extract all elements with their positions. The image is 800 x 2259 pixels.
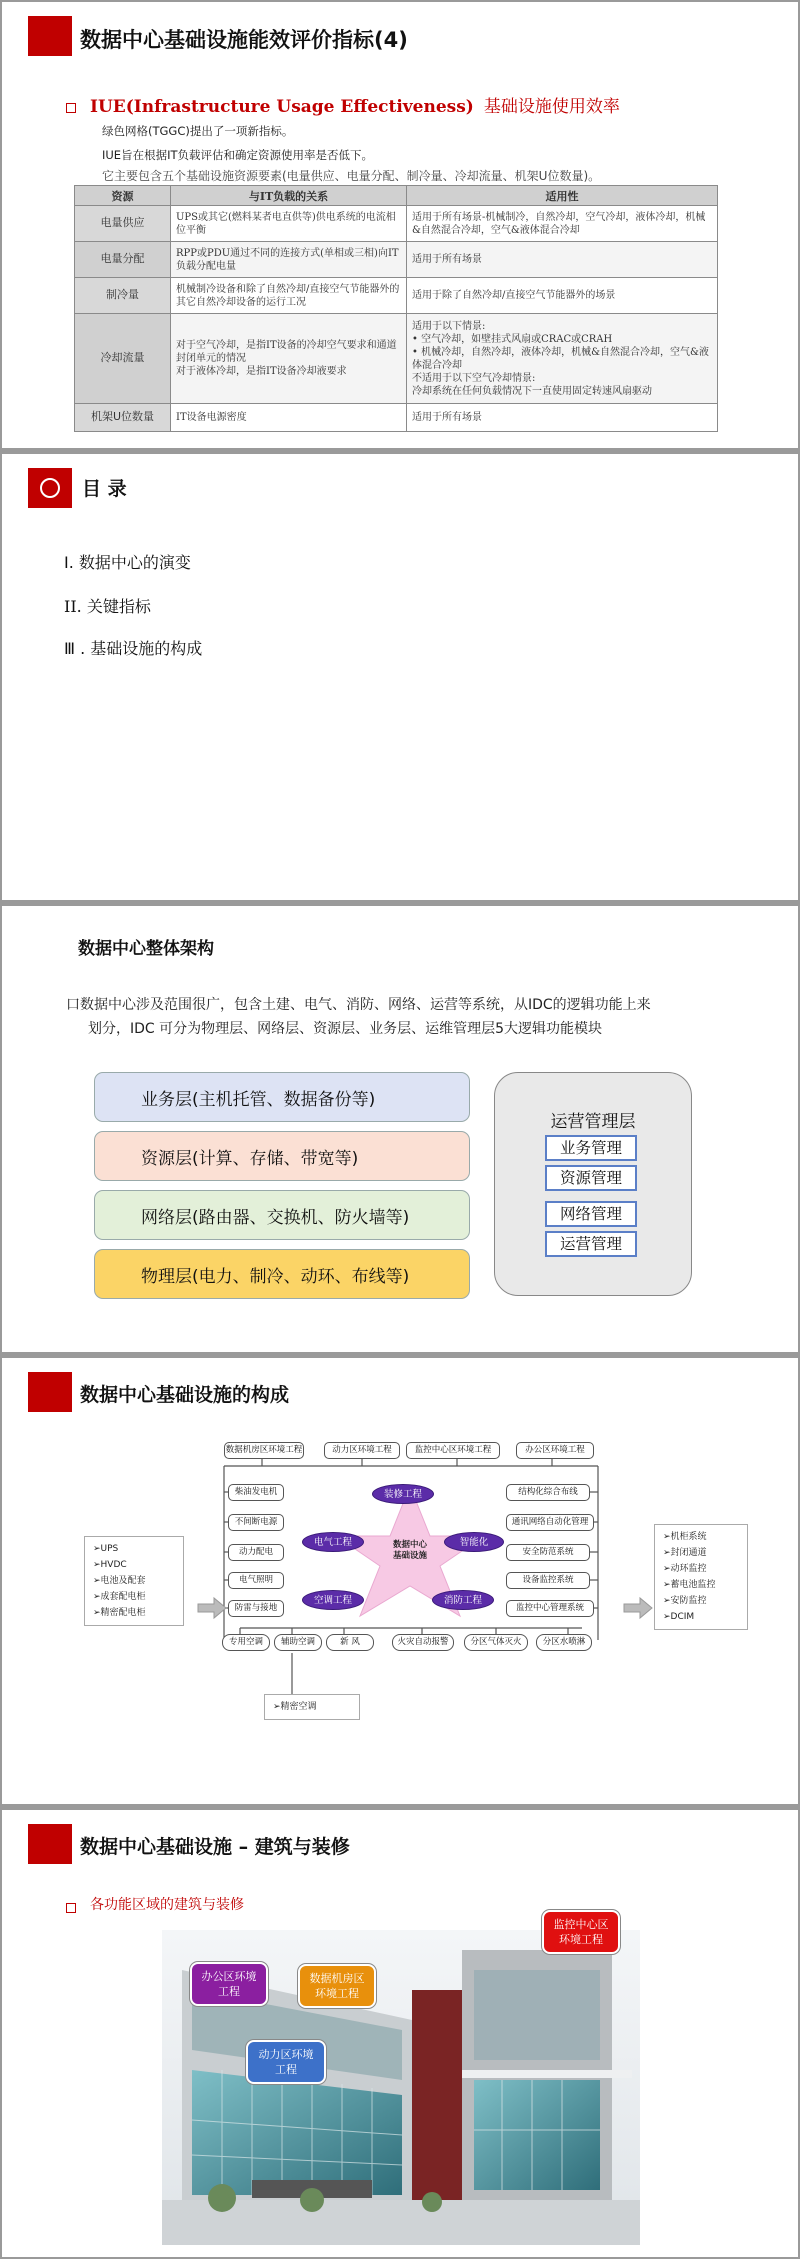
table-cell: 适用于以下情景: • 空气冷却，如壁挂式风扇或CRAC或CRAH • 机械冷却，自然冷却，液体冷却，机械&自然混合冷却，空气&液体混合冷却 不适用于以下空气冷却情景: 冷却系统在任何负载情况下一直使用固定转速风扇驱动	[407, 314, 718, 404]
description-line-2: 划分，IDC 可分为物理层、网络层、资源层、业务层、运维管理层5大逻辑功能模块	[88, 1021, 603, 1037]
ops-item: 网络管理	[545, 1201, 637, 1227]
ops-title: 运营管理层	[550, 1112, 636, 1132]
slide-title: 数据中心基础设施 – 建筑与装修	[80, 1836, 350, 1858]
table-row	[75, 278, 718, 314]
description-line-1: 口数据中心涉及范围很广，包含土建、电气、消防、网络、运营等系统，从IDC的逻辑功能上来	[66, 997, 651, 1013]
bullet-square-icon	[66, 97, 86, 116]
slide-title: 数据中心基础设施的构成	[80, 1384, 290, 1406]
list-item: ➢精密空调	[273, 1702, 317, 1712]
table-cell: UPS或其它(燃料某者电直供等)供电系统的电流相位平衡	[171, 206, 407, 242]
intro-line-1: 绿色网格(TGGC)提出了一项新指标。	[102, 124, 294, 138]
table-cell: 机械制冷设备和除了自然冷却/直接空气节能器外的其它自然冷却设备的运行工况	[171, 278, 407, 314]
box-bottom: 火灾自动报警	[392, 1634, 454, 1651]
table-row	[75, 206, 718, 242]
callout-power-room: 动力区环境 工程	[246, 2040, 326, 2084]
box-right: 通讯网络自动化管理	[506, 1514, 594, 1531]
box-left: 动力配电	[228, 1544, 284, 1561]
list-item: ➢HVDC	[93, 1560, 127, 1570]
toc-item: Ⅲ . 基础设施的构成	[64, 639, 203, 658]
slide-title: 目 录	[82, 478, 127, 500]
table-cell: 适用于除了自然冷却/直接空气节能器外的场景	[407, 278, 718, 314]
iue-table	[74, 185, 718, 432]
table-cell: 制冷量	[75, 278, 171, 314]
list-item: ➢成套配电柜	[93, 1592, 146, 1602]
list-item: ➢DCIM	[663, 1612, 695, 1622]
table-header: 与IT负载的关系	[171, 186, 407, 206]
box-top: 办公区环境工程	[516, 1442, 594, 1459]
slide-infrastructure	[2, 1358, 798, 1804]
intro-line-2: IUE旨在根据IT负载评估和确定资源使用率是否低下。	[102, 148, 373, 162]
table-cell: 冷却流量	[75, 314, 171, 404]
oval-fire: 消防工程	[432, 1590, 494, 1610]
list-item: ➢安防监控	[663, 1596, 707, 1606]
callout-monitoring: 监控中心区 环境工程	[542, 1910, 620, 1954]
box-left: 不间断电源	[228, 1514, 284, 1531]
slide-architecture	[2, 906, 798, 1352]
bottom-product-note	[264, 1694, 360, 1720]
box-right: 监控中心管理系统	[506, 1600, 594, 1617]
slide-building	[2, 1810, 798, 2257]
ops-item: 业务管理	[545, 1135, 637, 1161]
box-right: 安全防范系统	[506, 1544, 590, 1561]
slide-title: 数据中心整体架构	[78, 939, 214, 959]
oval-intelligent: 智能化	[444, 1532, 504, 1552]
ops-management-panel	[494, 1072, 692, 1296]
iue-heading-en: IUE(Infrastructure Usage Effectiveness)	[90, 97, 474, 117]
layer-physical: 物理层(电力、制冷、动环、布线等)	[94, 1249, 470, 1299]
layer-resource: 资源层(计算、存储、带宽等)	[94, 1131, 470, 1181]
table-row	[75, 404, 718, 432]
toc-item: I. 数据中心的演变	[64, 553, 191, 572]
list-item: ➢动环监控	[663, 1564, 707, 1574]
table-cell: RPP或PDU通过不同的连接方式(单相或三相)向IT负载分配电量	[171, 242, 407, 278]
left-product-list	[84, 1536, 184, 1626]
subtitle: 各功能区域的建筑与装修	[90, 1897, 244, 1913]
table-header-row	[75, 186, 718, 206]
box-bottom: 专用空调	[222, 1634, 270, 1651]
box-top: 数据机房区环境工程	[224, 1442, 304, 1459]
list-item: ➢机柜系统	[663, 1532, 707, 1542]
table-cell: IT设备电源密度	[171, 404, 407, 432]
center-label: 数据中心 基础设施	[392, 1540, 427, 1561]
table-row	[75, 242, 718, 278]
box-top: 监控中心区环境工程	[406, 1442, 500, 1459]
box-right: 结构化综合布线	[506, 1484, 590, 1501]
ops-item: 运营管理	[545, 1231, 637, 1257]
oval-decoration: 装修工程	[372, 1484, 434, 1504]
toc-item: II. 关键指标	[64, 597, 151, 616]
right-product-list	[654, 1524, 748, 1630]
table-row	[75, 314, 718, 404]
list-item: ➢封闭通道	[663, 1548, 707, 1558]
box-bottom: 新 风	[326, 1634, 374, 1651]
table-cell: 适用于所有场景-机械制冷，自然冷却，空气冷却，液体冷却，机械&自然混合冷却，空气&液体混合冷却	[407, 206, 718, 242]
box-bottom: 分区气体灭火	[464, 1634, 528, 1651]
slide-iue	[2, 2, 798, 448]
table-cell: 适用于所有场景	[407, 242, 718, 278]
box-left: 柴油发电机	[228, 1484, 284, 1501]
table-cell: 对于空气冷却，是指IT设备的冷却空气要求和通道封闭单元的情况 对于液体冷却，是指IT设备冷却液要求	[171, 314, 407, 404]
title-marker	[28, 1824, 72, 1864]
layer-network: 网络层(路由器、交换机、防火墙等)	[94, 1190, 470, 1240]
ops-item: 资源管理	[545, 1165, 637, 1191]
iue-heading-zh: 基础设施使用效率	[483, 97, 620, 117]
layer-business: 业务层(主机托管、数据备份等)	[94, 1072, 470, 1122]
list-item: ➢电池及配套	[93, 1576, 146, 1586]
toc-marker-icon	[28, 468, 72, 508]
table-header: 适用性	[407, 186, 718, 206]
oval-electrical: 电气工程	[302, 1532, 364, 1552]
table-cell: 适用于所有场景	[407, 404, 718, 432]
table-cell: 机架U位数量	[75, 404, 171, 432]
oval-hvac: 空调工程	[302, 1590, 364, 1610]
slide-toc	[2, 454, 798, 900]
table-header: 资源	[75, 186, 171, 206]
box-left: 防雷与接地	[228, 1600, 284, 1617]
iue-heading	[90, 92, 620, 117]
box-bottom: 辅助空调	[274, 1634, 322, 1651]
table-cell: 电量供应	[75, 206, 171, 242]
box-right: 设备监控系统	[506, 1572, 590, 1589]
list-item: ➢UPS	[93, 1544, 119, 1554]
bullet-square-icon	[66, 1897, 86, 1916]
list-item: ➢蓄电池监控	[663, 1580, 716, 1590]
callout-server-room: 数据机房区 环境工程	[298, 1964, 376, 2008]
box-left: 电气照明	[228, 1572, 284, 1589]
table-cell: 电量分配	[75, 242, 171, 278]
callout-office: 办公区环境 工程	[190, 1962, 268, 2006]
box-bottom: 分区水喷淋	[536, 1634, 592, 1651]
list-item: ➢精密配电柜	[93, 1608, 146, 1618]
box-top: 动力区环境工程	[324, 1442, 400, 1459]
intro-line-3: 它主要包含五个基础设施资源要素(电量供应、电量分配、制冷量、冷却流量、机架U位数量)。	[102, 169, 601, 183]
slide-title: 数据中心基础设施能效评价指标(4)	[80, 28, 408, 52]
title-marker	[28, 16, 72, 56]
